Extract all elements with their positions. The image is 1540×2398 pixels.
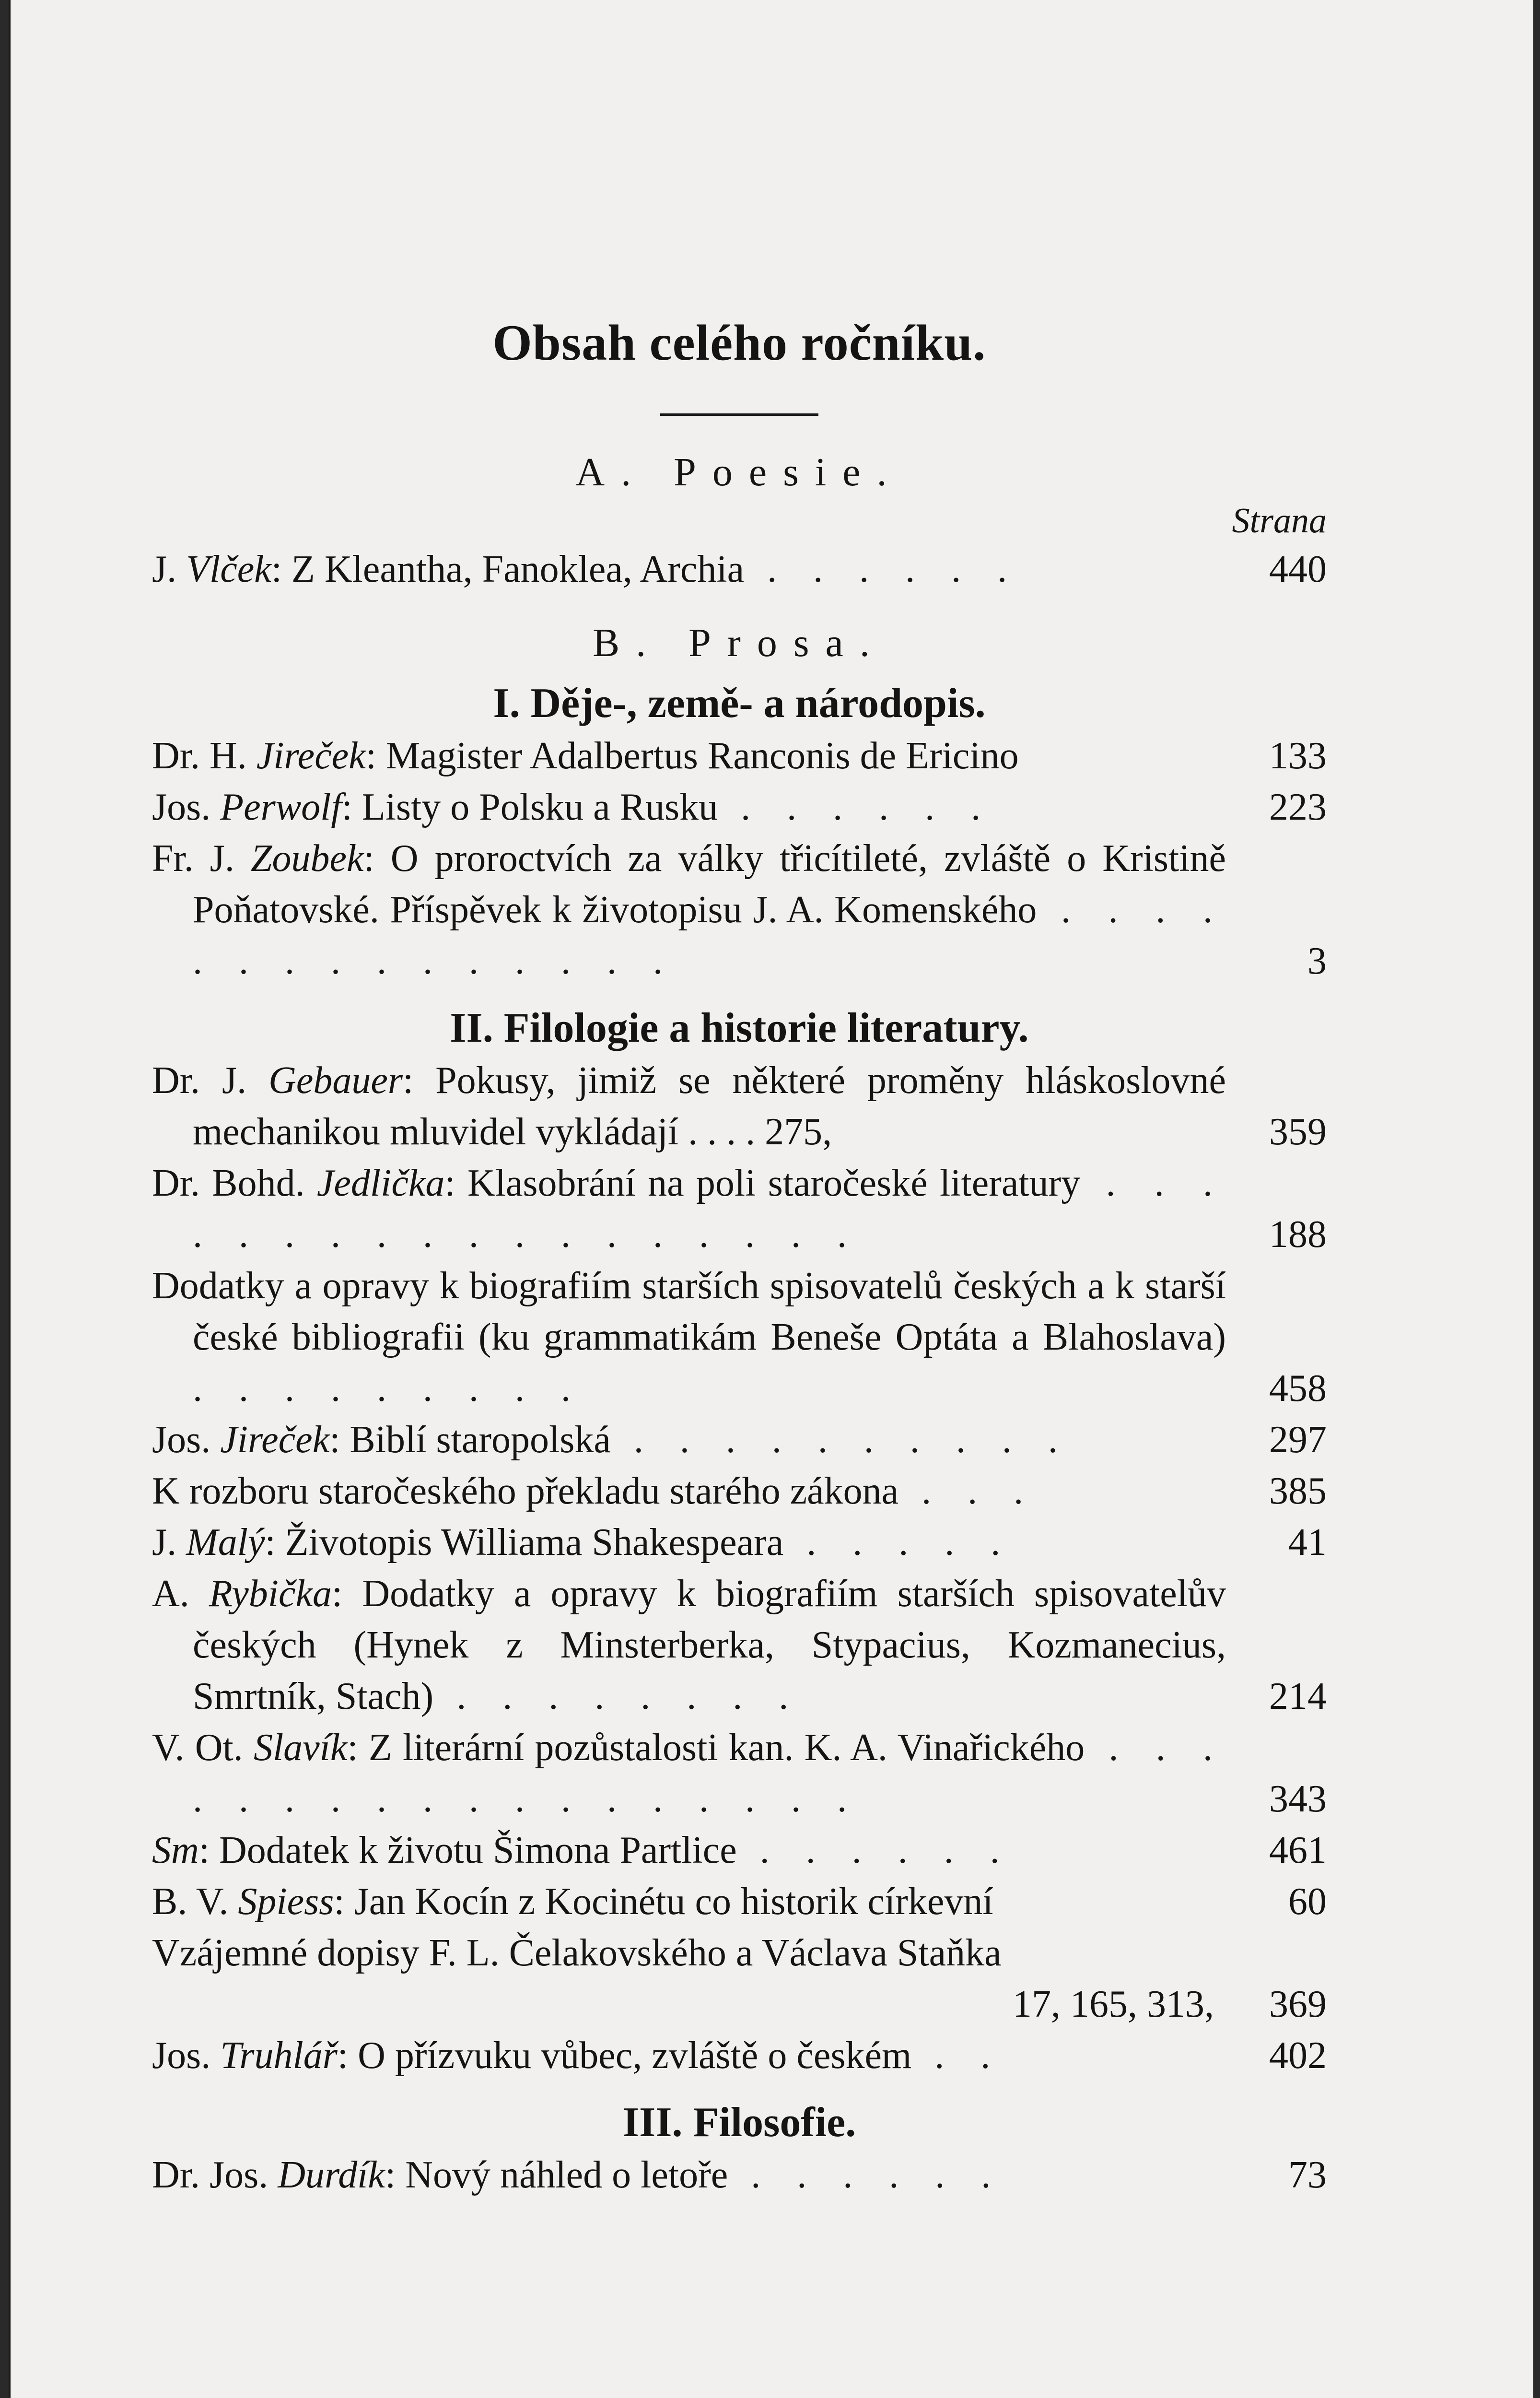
- section-2-entries: [152, 1055, 1327, 2081]
- entry-leader: . . . . . . . . . .: [610, 1419, 1071, 1461]
- entry-prefix: Dr. J.: [152, 1059, 269, 1102]
- toc-entry: [152, 1568, 1327, 1722]
- page-column-label: Strana: [1232, 501, 1327, 541]
- entry-page-number: 60: [1288, 1881, 1327, 1923]
- entry-prefix: Jos.: [152, 2034, 221, 2077]
- entry-page-number: 41: [1288, 1521, 1327, 1563]
- toc-entry: [152, 1979, 1327, 2030]
- entry-leader: . . . . . .: [718, 786, 994, 828]
- toc-entry: [152, 1260, 1327, 1414]
- toc-entry: [152, 782, 1327, 833]
- entry-author: Malý: [186, 1521, 265, 1563]
- part-heading-prosa: B. Prosa.: [593, 621, 886, 665]
- entry-title: : Biblí staropolská: [329, 1419, 611, 1461]
- entry-leader: . . . . 275,: [678, 1111, 832, 1153]
- entry-title: : Jan Kocín z Kocinétu co historik církevní: [334, 1881, 993, 1923]
- entry-page-number: 369: [1269, 1983, 1327, 2025]
- entry-author: Vlček: [186, 548, 271, 590]
- entry-leader: . . . . . . . . . . . . . . . . . .: [193, 1727, 1226, 1820]
- entry-author: Sm: [152, 1829, 199, 1871]
- entry-leader: . . . . . .: [736, 1829, 1013, 1871]
- entry-leader: . . . . . .: [744, 548, 1021, 590]
- entry-title: : Magister Adalbertus Ranconis de Ericino: [365, 735, 1019, 777]
- toc-entry: [152, 1825, 1327, 1876]
- entry-author: Jireček: [220, 1419, 330, 1461]
- entry-author: Jedlička: [316, 1162, 445, 1204]
- entry-prefix: Jos.: [152, 1419, 221, 1461]
- entry-title: Vzájemné dopisy F. L. Čelakovského a Václava Staňka: [152, 1932, 1002, 1974]
- toc-entry: [152, 1414, 1327, 1466]
- entry-author: Perwolf: [220, 786, 342, 828]
- entry-author: Slavík: [253, 1727, 348, 1769]
- entry-title: K rozboru staročeského překladu starého zákona: [152, 1470, 899, 1512]
- table-of-contents: [152, 307, 1327, 2201]
- section-1-entries: [152, 730, 1327, 987]
- toc-entry: [152, 1722, 1327, 1825]
- entry-author: Zoubek: [250, 837, 364, 880]
- entry-prefix: Dr. Jos.: [152, 2154, 278, 2196]
- entry-title: : Dodatky a opravy k biografiím starších spisovatelův českých (Hynek z Minsterberka, Stypacius, Kozmanecius, Smrtník, Stach): [193, 1573, 1226, 1717]
- entry-prefix: Dr. H.: [152, 735, 257, 777]
- entry-leader: . . . . . .: [728, 2154, 1004, 2196]
- section-heading-2: II. Filologie a historie literatury.: [450, 1005, 1029, 1051]
- entry-author: Gebauer: [268, 1059, 403, 1102]
- entry-title: Dodatky a opravy k biografiím starších spisovatelů českých a k starší české bibliografii (ku grammatikám Beneše Optáta a Blahoslava): [152, 1265, 1226, 1358]
- toc-entry: [152, 544, 1327, 595]
- entry-page-number: 133: [1269, 735, 1327, 777]
- entry-leader: . . . . . . . . . . . . . . . . . .: [193, 1162, 1226, 1256]
- toc-entry: [152, 1928, 1327, 1979]
- entry-page-number: 214: [1269, 1675, 1327, 1717]
- entry-author: Truhlář: [220, 2034, 338, 2077]
- entry-prefix: V. Ot.: [152, 1727, 254, 1769]
- entry-leader: . . .: [898, 1470, 1037, 1512]
- toc-entry: [152, 1466, 1327, 1517]
- toc-entry: [152, 2030, 1327, 2081]
- entry-leader: . .: [911, 2034, 1004, 2077]
- entry-page-number: 385: [1269, 1470, 1327, 1512]
- entry-title: : O přízvuku vůbec, zvláště o českém: [337, 2034, 912, 2077]
- entry-page-number: 343: [1269, 1778, 1327, 1820]
- title-rule: [660, 413, 818, 416]
- section-3-entries: [152, 2150, 1327, 2201]
- entry-page-number: 3: [1307, 940, 1327, 982]
- entry-author: Spiess: [238, 1881, 334, 1923]
- entry-page-number: 461: [1269, 1829, 1327, 1871]
- entry-title: : Životopis Williama Shakespeara: [265, 1521, 784, 1563]
- entry-title: : O proroctvích za války třicítileté, zvláště o Kristině Poňatovské. Příspěvek k životopisu J. A. Komenského: [193, 837, 1226, 931]
- toc-entry: [152, 730, 1327, 782]
- toc-entry: [152, 1158, 1327, 1260]
- section-heading-1: I. Děje-, země- a národopis.: [493, 680, 986, 727]
- entry-leader: . . . . . . . . .: [193, 1367, 584, 1410]
- section-heading-3: III. Filosofie.: [622, 2099, 856, 2146]
- entry-leader: . . . . .: [783, 1521, 1014, 1563]
- entry-page-number: 73: [1288, 2154, 1327, 2196]
- part-heading-poesie: A. Poesie.: [575, 450, 903, 494]
- page-title: Obsah celého ročníku.: [492, 315, 986, 371]
- entry-page-number: 402: [1269, 2034, 1327, 2077]
- entry-page-number: 359: [1269, 1111, 1327, 1153]
- entry-title: : Z Kleantha, Fanoklea, Archia: [271, 548, 745, 590]
- entry-prefix: Dr. Bohd.: [152, 1162, 317, 1204]
- entry-prefix: Jos.: [152, 786, 221, 828]
- entry-title: : Z literární pozůstalosti kan. K. A. Vinařického: [347, 1727, 1085, 1769]
- entry-title: : Dodatek k životu Šimona Partlice: [198, 1829, 737, 1871]
- poesie-entries: [152, 544, 1327, 595]
- entry-page-number: 297: [1269, 1419, 1327, 1461]
- entry-prefix: A.: [152, 1573, 209, 1615]
- entry-page-number: 440: [1269, 548, 1327, 590]
- toc-entry: [152, 833, 1327, 987]
- entry-page-number: 223: [1269, 786, 1327, 828]
- entry-leader: . . . . . . . .: [433, 1675, 802, 1717]
- entry-author: Jireček: [256, 735, 366, 777]
- entry-leader: 17, 165, 313,: [1013, 1983, 1214, 2025]
- book-page: [9, 0, 1533, 2398]
- toc-entry: [152, 1517, 1327, 1568]
- entry-prefix: J.: [152, 1521, 187, 1563]
- entry-title: : Listy o Polsku a Rusku: [341, 786, 718, 828]
- toc-entry: [152, 1876, 1327, 1928]
- entry-title: : Nový náhled o letoře: [385, 2154, 728, 2196]
- toc-entry: [152, 1055, 1327, 1158]
- entry-page-number: 458: [1269, 1367, 1327, 1410]
- toc-entry: [152, 2150, 1327, 2201]
- entry-prefix: B. V.: [152, 1881, 238, 1923]
- entry-prefix: Fr. J.: [152, 837, 251, 880]
- entry-page-number: 188: [1269, 1213, 1327, 1256]
- entry-prefix: J.: [152, 548, 187, 590]
- entry-author: Rybička: [209, 1573, 332, 1615]
- entry-title: : Klasobrání na poli staročeské literatury: [444, 1162, 1081, 1204]
- entry-author: Durdík: [278, 2154, 385, 2196]
- entry-leader: . . . . . . . . . . . . . . .: [193, 889, 1226, 982]
- entry-title: : Pokusy, jimiž se některé proměny hláskoslovné mechanikou mluvidel vykládají: [193, 1059, 1226, 1153]
